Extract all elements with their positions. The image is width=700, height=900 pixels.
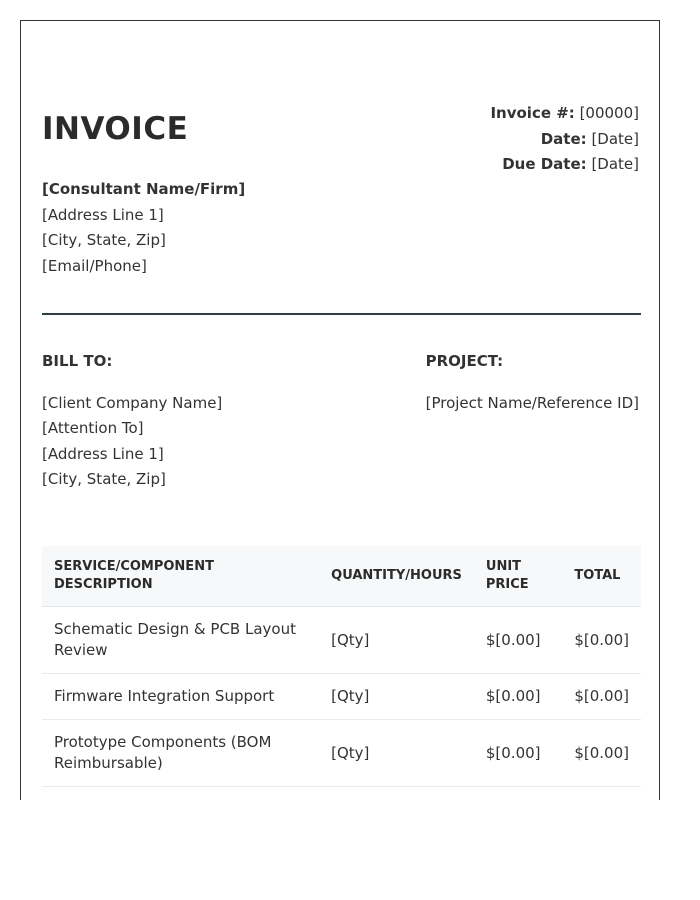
- due-date-line: [490, 152, 639, 178]
- project-block: [426, 349, 639, 416]
- bill-to-heading: BILL TO:: [42, 352, 113, 370]
- due-date-label: Due Date:: [502, 155, 587, 173]
- invoice-number-line: [490, 101, 639, 127]
- client-address: [Address Line 1]: [42, 444, 164, 463]
- item-unit-price: $[0.00]: [474, 607, 562, 674]
- invoice-date-line: [490, 127, 639, 153]
- header-divider: [42, 313, 641, 315]
- invoice-page: [20, 20, 660, 800]
- consultant-address: [Address Line 1]: [42, 205, 164, 224]
- table-row: [42, 674, 641, 720]
- item-quantity: [Qty]: [319, 607, 474, 674]
- invoice-title: INVOICE: [42, 111, 189, 147]
- table-header-row: [42, 546, 641, 607]
- project-heading: PROJECT:: [425, 352, 504, 370]
- consultant-city: [City, State, Zip]: [42, 231, 166, 249]
- invoice-number-label: Invoice #:: [490, 104, 575, 122]
- item-unit-price: $[0.00]: [474, 720, 562, 787]
- consultant-block: [42, 177, 245, 279]
- item-description: Firmware Integration Support: [42, 674, 319, 720]
- item-total: $[0.00]: [562, 720, 641, 787]
- item-description: Schematic Design & PCB Layout Review: [42, 607, 319, 674]
- client-attention: [Attention To]: [42, 419, 144, 437]
- item-quantity: [Qty]: [319, 674, 474, 720]
- item-unit-price: $[0.00]: [474, 674, 562, 720]
- column-header-description: SERVICE/COMPONENT DESCRIPTION: [42, 546, 319, 607]
- column-header-unit-price: UNIT PRICE: [474, 546, 562, 607]
- item-quantity: [Qty]: [319, 720, 474, 787]
- client-city: [City, State, Zip]: [42, 470, 166, 488]
- column-header-quantity: QUANTITY/HOURS: [319, 546, 474, 607]
- due-date-value: [Date]: [591, 155, 639, 173]
- table-row: [42, 720, 641, 787]
- invoice-meta: [490, 101, 639, 178]
- client-company: [Client Company Name]: [42, 393, 223, 412]
- item-total: $[0.00]: [562, 674, 641, 720]
- item-description: Prototype Components (BOM Reimbursable): [42, 720, 319, 787]
- item-total: $[0.00]: [562, 607, 641, 674]
- table-row: [42, 607, 641, 674]
- invoice-date-value: [Date]: [591, 129, 639, 148]
- column-header-total: TOTAL: [562, 546, 641, 607]
- consultant-name: [Consultant Name/Firm]: [42, 180, 246, 198]
- line-items-table: [42, 546, 641, 787]
- consultant-contact: [Email/Phone]: [42, 256, 147, 275]
- project-name: [Project Name/Reference ID]: [425, 393, 639, 412]
- invoice-date-label: Date:: [540, 129, 587, 148]
- bill-to-block: [42, 349, 222, 493]
- invoice-number-value: [00000]: [579, 104, 639, 122]
